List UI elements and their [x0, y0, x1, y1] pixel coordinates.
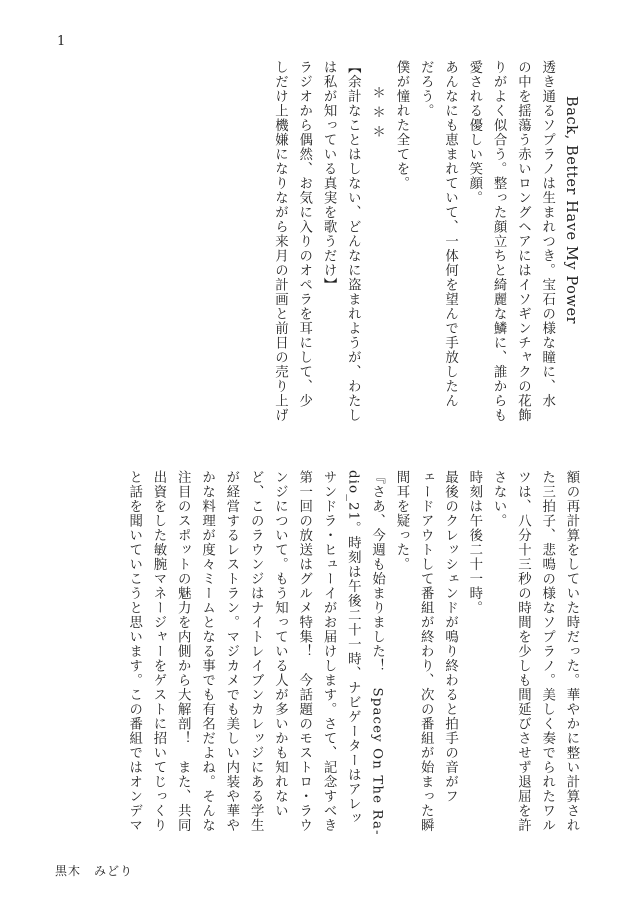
- chapter-title: Back, Better Have My Power: [563, 96, 579, 325]
- text-line: ェードアウトして番組が終わり、次の番組が始まった瞬: [418, 470, 434, 833]
- text-line: ンジについて。もう知っている人が多いかも知れない: [272, 470, 288, 818]
- text-line: 透き通るソプラノは生まれつき。宝石の様な瞳に、水: [539, 60, 555, 408]
- page-number: 1: [57, 34, 66, 49]
- text-line: 最後のクレッシェンドが鳴り終わると拍手の音がフ: [442, 470, 458, 804]
- text-line: サンドラ・ヒューイがお届けします。さて、記念すべき: [321, 470, 337, 833]
- text-line: かな料理が度々ミームとなる事でも有名だよね。そんな: [199, 470, 215, 833]
- text-line: 【余計なことはしない、どんなに盗まれようが、わたし: [345, 60, 361, 423]
- text-line: た三拍子、悲鳴の様なソプラノ。美しく奏でられたワル: [539, 470, 555, 833]
- lower-text-block: [121, 470, 583, 848]
- text-line: しだけ上機嫌になりながら来月の計画と前日の売り上げ: [272, 60, 288, 423]
- text-line: 間耳を疑った。: [393, 470, 409, 572]
- text-line: が経営するレストラン。マジカメでも美しい内装や華や: [223, 470, 239, 833]
- text-line: 第一回の放送はグルメ特集！ 今話題のモストロ・ラウ: [296, 470, 312, 833]
- text-line: ツは、八分十三秒の時間を少しも間延びさせず退屈を許: [515, 470, 531, 833]
- text-line: と話を聞いていこうと思います。この番組ではオンデマ: [126, 470, 142, 833]
- text-line: dio_21。時刻は午後二十一時、ナビゲーターはアレッ: [345, 470, 361, 826]
- text-line: あんなにも恵まれていて、一体何を望んで手放したん: [442, 60, 458, 408]
- upper-text-block: [267, 60, 583, 432]
- text-line: ど、このラウンジはナイトレイブンカレッジにある学生: [248, 470, 264, 833]
- text-line: 額の再計算をしていた時だった。華やかに整い計算され: [564, 470, 579, 833]
- text-line: 愛される優しい笑顔。: [466, 60, 482, 205]
- scene-separator: ＊＊＊: [369, 86, 385, 145]
- text-line: 注目のスポットの魅力を内側から大解剖！ また、共同: [175, 470, 191, 833]
- text-line: 出資をした敏腕マネージャーをゲストに招いてじっくり: [150, 470, 166, 833]
- author-name: 黒木 みどり: [55, 864, 134, 878]
- text-line: の中を揺蕩う赤いロングヘアにはイソギンチャクの花飾: [515, 60, 531, 423]
- text-line: さない。: [491, 470, 507, 528]
- text-line: 『さあ、今週も始まりました！ Spacey On The Ra-: [369, 470, 385, 836]
- text-line: 時刻は午後二十一時。: [466, 470, 482, 615]
- text-line: りがよく似合う。整った顔立ちと綺麗な鱗に、誰からも: [491, 60, 507, 423]
- text-line: は私が知っている真実を歌うだけ】: [321, 60, 337, 292]
- text-line: 僕が憧れた全てを。: [393, 60, 409, 191]
- text-line: ラジオから偶然、お気に入りのオペラを耳にして、少: [296, 60, 312, 408]
- text-line: だろう。: [418, 60, 434, 118]
